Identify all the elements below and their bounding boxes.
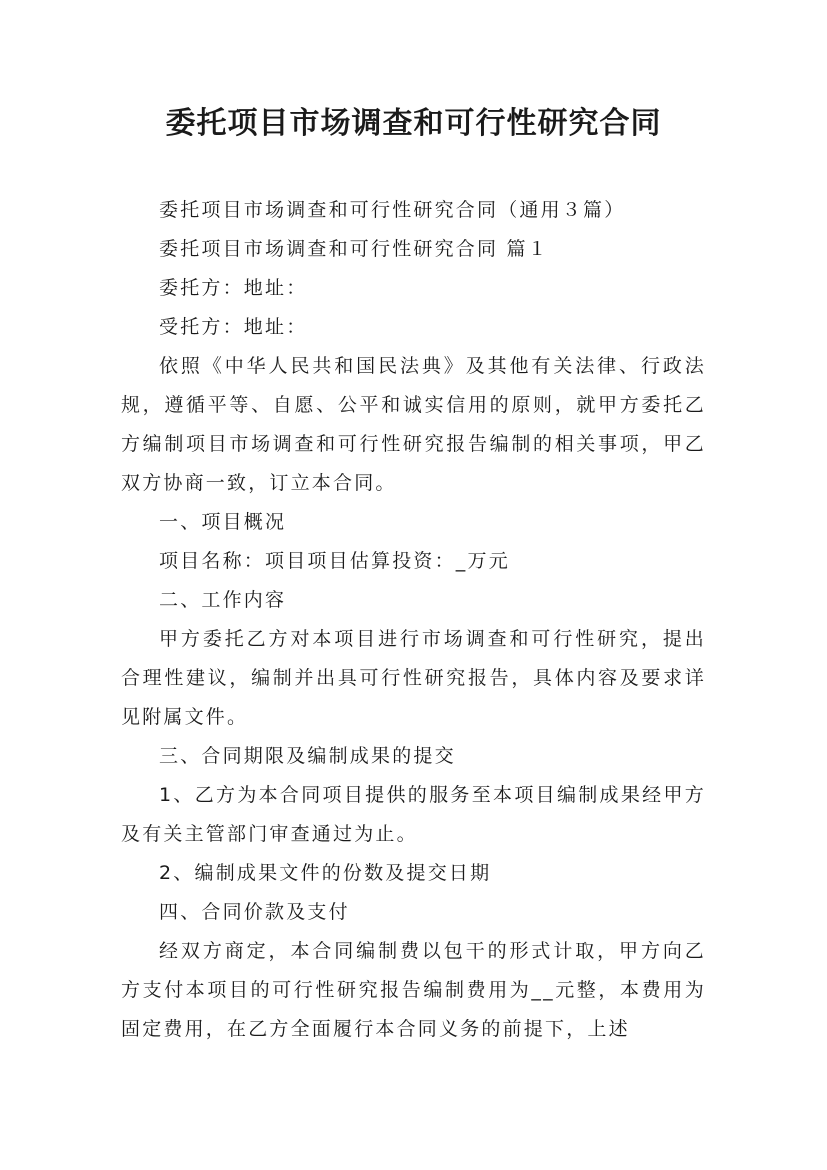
document-body (121, 191, 706, 1049)
paragraph-subtitle: 委托项目市场调查和可行性研究合同（通用３篇） (159, 199, 626, 221)
document-title: 委托项目市场调查和可行性研究合同 (165, 106, 662, 141)
heading-work-content: 二、工作内容 (159, 589, 287, 611)
paragraph-contractor: 受托方：地址： (159, 316, 308, 338)
heading-contract-period: 三、合同期限及编制成果的提交 (159, 745, 456, 767)
paragraph-clause-2: 2、编制成果文件的份数及提交日期 (159, 862, 492, 884)
heading-project-overview: 一、项目概况 (159, 511, 287, 533)
heading-contract-price: 四、合同价款及支付 (159, 901, 350, 923)
paragraph-work-content: 甲方委托乙方对本项目进行市场调查和可行性研究，提出合理性建议，编制并出具可行性研究报告，具体内容及要求详见附属文件。 (121, 628, 706, 728)
paragraph-client: 委托方：地址： (159, 277, 308, 299)
paragraph-preamble: 依照《中华人民共和国民法典》及其他有关法律、行政法规，遵循平等、自愿、公平和诚实信用的原则，就甲方委托乙方编制项目市场调查和可行性研究报告编制的相关事项，甲乙双方协商一致，订立本合同。 (121, 355, 706, 494)
paragraph-price-terms: 经双方商定，本合同编制费以包干的形式计取，甲方向乙方支付本项目的可行性研究报告编制费用为__元整，本费用为固定费用，在乙方全面履行本合同义务的前提下，上述 (121, 940, 706, 1040)
paragraph-section-heading: 委托项目市场调查和可行性研究合同 篇１ (159, 238, 549, 260)
paragraph-clause-1: 1、乙方为本合同项目提供的服务至本项目编制成果经甲方及有关主管部门审查通过为止。 (121, 784, 706, 845)
paragraph-project-name: 项目名称：项目项目估算投资：_万元 (159, 550, 510, 572)
